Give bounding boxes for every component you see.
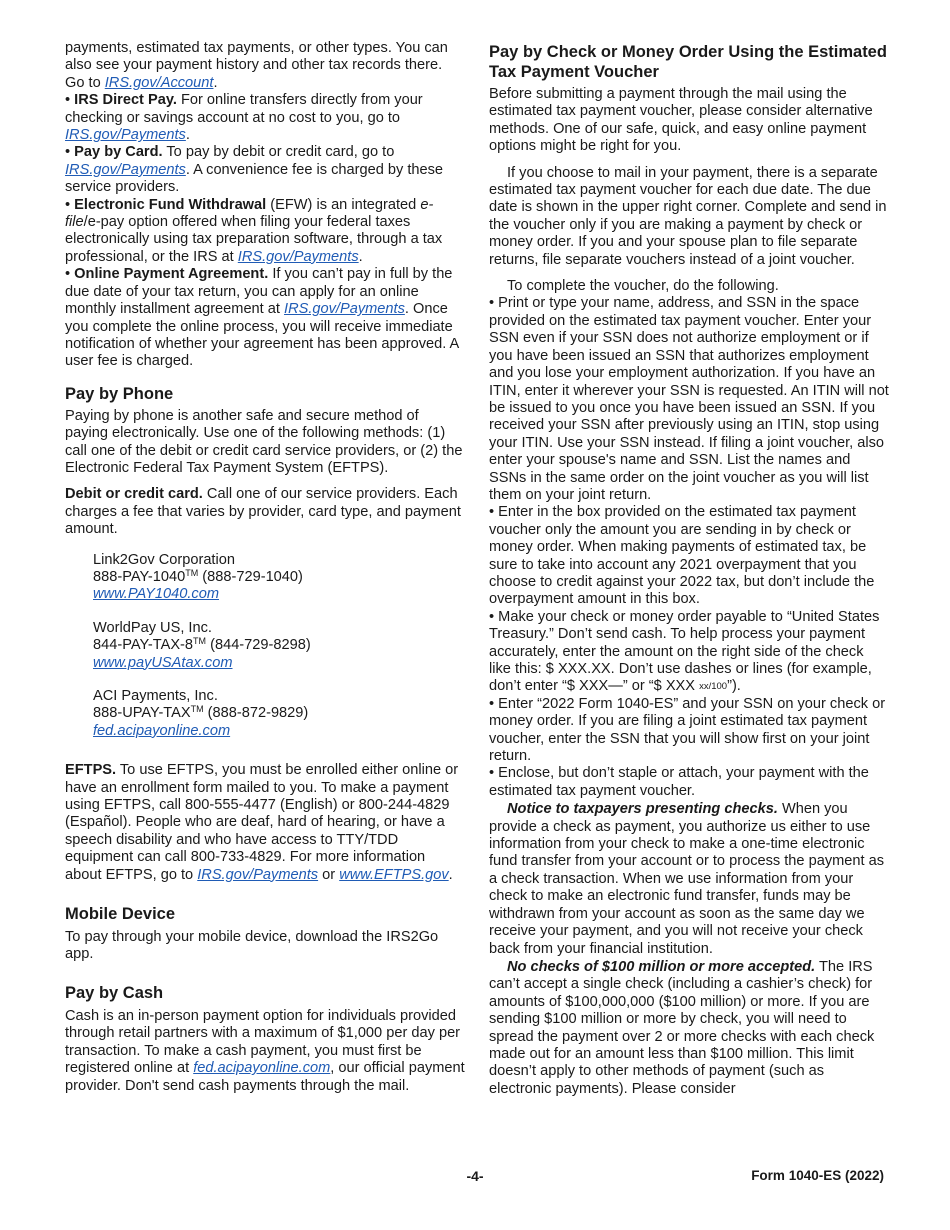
pay-by-phone-paragraph: Paying by phone is another safe and secure method of paying electronically. Use one of the following methods: (1) call one of the debit or credit card service providers, or (2) the Electronic Federal Tax Payment System (EFTPS). bbox=[65, 407, 463, 476]
irs-payments-link[interactable]: IRS.gov/Payments bbox=[284, 301, 405, 318]
right-column bbox=[489, 40, 889, 1098]
provider-name: ACI Payments, Inc. bbox=[93, 688, 218, 704]
debit-credit-paragraph: Debit or credit card. Call one of our service providers. Each charges a fee that varies by provider, card type, and payment amount. bbox=[65, 486, 461, 538]
irs-payments-link[interactable]: IRS.gov/Payments bbox=[65, 161, 186, 178]
intro-paragraph: payments, estimated tax payments, or other types. You can also see your payment history and other tax records there. Go to IRS.gov/Account. bbox=[65, 40, 448, 91]
provider-name: WorldPay US, Inc. bbox=[93, 619, 212, 636]
mail-payment-paragraph: If you choose to mail in your payment, there is a separate estimated tax payment voucher for each due date. The due date is shown in the upper right corner. Complete and send in the voucher only if you are making a payment by check or money order. If you and your spouse plan to file separate returns, file separate vouchers instead of a joint voucher. bbox=[489, 164, 887, 268]
irs-payments-link[interactable]: IRS.gov/Payments bbox=[237, 248, 359, 265]
before-submitting-paragraph: Before submitting a payment through the mail using the estimated tax payment voucher, please consider alternative methods. One of our safe, quick, and easy online payment options might be right for you. bbox=[489, 86, 873, 155]
bullet-direct-pay: • IRS Direct Pay. For online transfers directly from your checking or savings account at no cost to you, go to IRS.gov/Payments. bbox=[65, 92, 423, 144]
bullet-online-payment-agreement: • Online Payment Agreement. If you can’t pay in full by the due date of your tax return, you can apply for an online monthly installment agreement at IRS.gov/Payments. Once you complete the online process, you will receive immediate notification of whether your agreement has been approved. A user fee is charged. bbox=[65, 266, 459, 370]
provider-link2gov bbox=[65, 552, 465, 604]
pay-by-cash-paragraph: Cash is an in-person payment option for individuals provided through retail partners with a maximum of $1,000 per day per transaction. To make a cash payment, you must first be registered online at fed.acipayonline.com, our official payment provider. Don't send cash payments through the mail. bbox=[65, 1007, 465, 1094]
irs-payments-link[interactable]: IRS.gov/Payments bbox=[197, 866, 319, 883]
notice-checks-paragraph: Notice to taxpayers presenting checks. When you provide a check as payment, you authorize us either to use information from your check to make a one-time electronic fund transfer from your account or to process the payment as a check transaction. When we use information from your check to make an electronic fund transfer, funds may be withdrawn from your account as soon as the same day we receive your payment, and you will not receive your check back from your financial institution. bbox=[489, 801, 885, 957]
provider-phone: 888-PAY-1040™ (888-729-1040) bbox=[93, 567, 303, 585]
pay-by-cash-heading: Pay by Cash bbox=[65, 983, 164, 1002]
provider-name: Link2Gov Corporation bbox=[93, 551, 235, 568]
bullet-pay-by-card: • Pay by Card. To pay by debit or credit card, go to IRS.gov/Payments. A convenience fee is charged by these service providers. bbox=[65, 144, 444, 196]
provider-website-link[interactable]: www.PAY1040.com bbox=[93, 586, 219, 603]
provider-website-link[interactable]: fed.acipayonline.com bbox=[93, 722, 231, 739]
form-identifier: Form 1040-ES (2022) bbox=[751, 1168, 884, 1183]
voucher-bullet-amount: • Enter in the box provided on the estimated tax payment voucher only the amount you are sending in by check or money order. When making payments of estimated tax, be sure to take into account any 2021 overpayment that you choose to credit against your 2022 tax, but don’t include the overpayment amount in this box. bbox=[489, 504, 875, 608]
bullet-efw: • Electronic Fund Withdrawal (EFW) is an integrated e-file/e-pay option offered when filing your federal taxes electronically using tax preparation software, through a tax professional, or the IRS at IRS.gov/Payments. bbox=[65, 196, 443, 265]
voucher-bullet-enclose: • Enclose, but don’t staple or attach, your payment with the estimated tax payment voucher. bbox=[489, 765, 869, 799]
pay-by-phone-heading: Pay by Phone bbox=[65, 384, 174, 403]
provider-worldpay bbox=[65, 620, 465, 672]
no-large-checks-paragraph: No checks of $100 million or more accepted. The IRS can’t accept a single check (including a cashier’s check) for amounts of $100,000,000 ($100 million) or more. If you are sending $100 million or more by check, you will need to spread the payment over 2 or more checks with each check made out for an amount less than $100 million. This limit doesn’t apply to other methods of payment (such as electronic payments). Please consider bbox=[489, 958, 875, 1097]
eftps-paragraph: EFTPS. To use EFTPS, you must be enrolled either online or have an enrollment form mailed to you. To make a payment using EFTPS, call 800-555-4477 (English) or 800-244-4829 (Español). People who are deaf, hard of hearing, or have a speech disability and who have access to TTY/TDD equipment can call 800-733-4829. For more information about EFTPS, go to IRS.gov/Payments or www.EFTPS.gov. bbox=[65, 762, 459, 883]
left-column bbox=[65, 40, 465, 1095]
provider-website-link[interactable]: www.payUSAtax.com bbox=[93, 654, 233, 671]
voucher-bullet-form-ssn: • Enter “2022 Form 1040-ES” and your SSN on your check or money order. If you are filing a joint estimated tax payment voucher, enter the SSN that you will show first on your joint return. bbox=[489, 695, 886, 765]
voucher-bullet-payable: • Make your check or money order payable to “United States Treasury.” Don’t send cash. To help process your payment accurately, enter the amount on the right side of the check like this: $ XXX.XX. Don’t use dashes or lines (for example, don’t enter “$ XXX—” or “$ XXX $^{xx/100}$”). bbox=[489, 608, 880, 695]
mobile-device-paragraph: To pay through your mobile device, download the IRS2Go app. bbox=[65, 929, 439, 963]
page-number: -4- bbox=[466, 1168, 484, 1184]
provider-phone: 844-PAY-TAX-8™ (844-729-8298) bbox=[93, 636, 311, 654]
aci-payonline-link[interactable]: fed.acipayonline.com bbox=[193, 1060, 331, 1077]
check-money-order-heading: Pay by Check or Money Order Using the Estimated Tax Payment Voucher bbox=[489, 43, 887, 81]
eftps-gov-link[interactable]: www.EFTPS.gov bbox=[339, 866, 449, 883]
irs-account-link[interactable]: IRS.gov/Account bbox=[104, 74, 214, 91]
provider-aci bbox=[65, 688, 465, 740]
provider-phone: 888-UPAY-TAX™ (888-872-9829) bbox=[93, 704, 309, 722]
irs-payments-link[interactable]: IRS.gov/Payments bbox=[65, 127, 186, 144]
voucher-bullet-name-ssn: • Print or type your name, address, and SSN in the space provided on the estimated tax payment voucher. Enter your SSN even if your SSN does not authorize employment or if you have been issued an SSN that authorizes employment and you lose your employment authorization. If you have an ITIN, enter it wherever your SSN is requested. An ITIN will not be issued to you once you have been issued an SSN. If you received your SSN after previously using an ITIN, stop using your ITIN. Use your SSN instead. If filing a joint voucher, also enter your spouse's name and SSN. List the names and SSNs in the same order on the joint voucher as you will list them on your joint return. bbox=[489, 295, 889, 503]
complete-voucher-paragraph: To complete the voucher, do the following. bbox=[507, 278, 779, 295]
mobile-device-heading: Mobile Device bbox=[65, 905, 176, 924]
